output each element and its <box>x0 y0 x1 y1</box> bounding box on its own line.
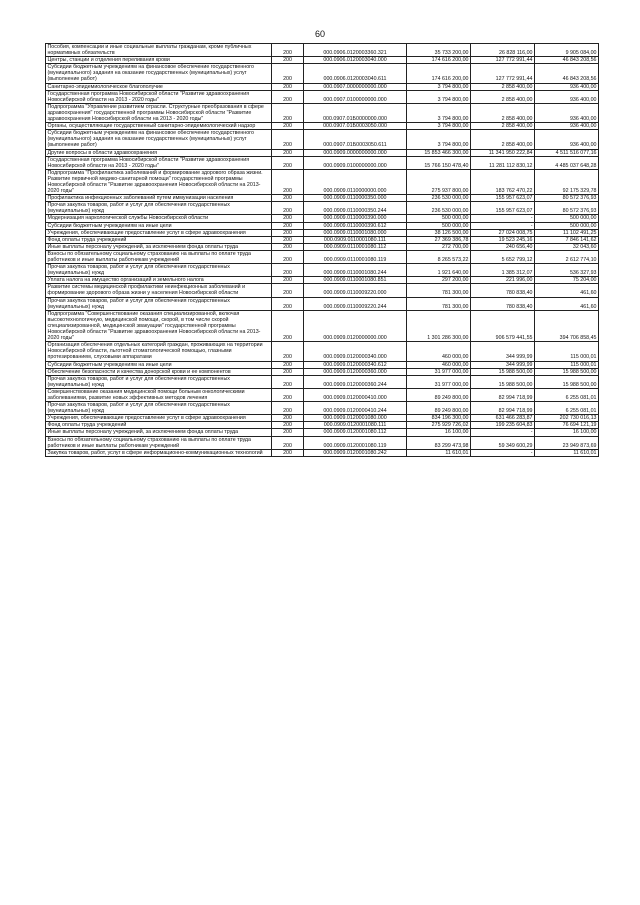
row-executed-amount-cell: - <box>471 429 535 436</box>
table-row <box>46 149 599 156</box>
row-unexecuted-amount-cell: 15 988 500,00 <box>535 368 599 375</box>
row-executed-amount-cell: 11 281 112 830,12 <box>471 156 535 169</box>
row-unexecuted-amount-cell: 115 000,01 <box>535 361 599 368</box>
row-name-cell: Подпрограмма "Управление развитием отрасли. Структурные преобразования в сфере здравоохранения" государственной программы Новосибирской области "Развитие здравоохранения Новосибирской области на 2013 - 2020 годы" <box>46 103 272 122</box>
table-row <box>46 202 599 215</box>
row-unexecuted-amount-cell: 76 694 121,19 <box>535 422 599 429</box>
row-executed-amount-cell: 82 994 718,99 <box>471 388 535 401</box>
row-classification-code-cell: 000.0907.0100000000.000 <box>304 90 407 103</box>
row-executed-amount-cell: 631 466 283,87 <box>471 415 535 422</box>
row-classification-code-cell: 000.0909.0120000410.000 <box>304 388 407 401</box>
row-classification-code-cell: 000.0907.01Б0003050.000 <box>304 123 407 130</box>
row-classification-code-cell: 000.0909.0100000000.000 <box>304 156 407 169</box>
row-classification-code-cell: 000.0909.0120001080.119 <box>304 436 407 449</box>
row-name-cell: Субсидии бюджетным учреждениям на иные цели <box>46 361 272 368</box>
row-executed-amount-cell: 906 579 441,55 <box>471 310 535 341</box>
row-approved-amount-cell: 15 853 466 300,00 <box>407 149 471 156</box>
row-code-cell: 200 <box>272 156 304 169</box>
row-code-cell: 200 <box>272 310 304 341</box>
row-unexecuted-amount-cell: 6 255 081,01 <box>535 388 599 401</box>
table-row <box>46 342 599 361</box>
table-row <box>46 90 599 103</box>
table-row <box>46 436 599 449</box>
row-code-cell: 200 <box>272 342 304 361</box>
row-classification-code-cell: 000.0909.0120001080.112 <box>304 429 407 436</box>
row-classification-code-cell: 000.0907.01Б0003050.611 <box>304 130 407 149</box>
row-unexecuted-amount-cell: 6 255 081,01 <box>535 402 599 415</box>
row-executed-amount-cell: 59 349 600,29 <box>471 436 535 449</box>
row-approved-amount-cell: 500 000,00 <box>407 222 471 229</box>
row-classification-code-cell: 000.0909.0110000000.000 <box>304 169 407 194</box>
row-executed-amount-cell: 1 385 312,07 <box>471 264 535 277</box>
page-number: 60 <box>314 29 325 39</box>
row-executed-amount-cell: 2 858 400,00 <box>471 90 535 103</box>
row-executed-amount-cell: 155 957 623,07 <box>471 195 535 202</box>
row-approved-amount-cell: 89 249 800,00 <box>407 402 471 415</box>
row-name-cell: Прочая закупка товаров, работ и услуг для обеспечения государственных (муниципальных) нужд <box>46 375 272 388</box>
row-classification-code-cell: 000.0909.0110001080.000 <box>304 229 407 236</box>
row-classification-code-cell: 000.0907.0000000000.000 <box>304 83 407 90</box>
row-name-cell: Субсидии бюджетным учреждениям на финансовое обеспечение государственного (муниципального) задания на оказание государственных (муниципальных) услуг (выполнение работ) <box>46 64 272 83</box>
row-unexecuted-amount-cell: 461,60 <box>535 297 599 310</box>
row-name-cell: Санитарно-эпидемиологическое благополучие <box>46 83 272 90</box>
row-unexecuted-amount-cell: 936 400,00 <box>535 83 599 90</box>
row-unexecuted-amount-cell: 4 511 516 077,16 <box>535 149 599 156</box>
row-classification-code-cell: 000.0909.0120000360.000 <box>304 368 407 375</box>
table-row <box>46 44 599 57</box>
row-approved-amount-cell: 275 929 726,02 <box>407 422 471 429</box>
row-classification-code-cell: 000.0909.0110000350.244 <box>304 202 407 215</box>
row-unexecuted-amount-cell: 936 400,00 <box>535 103 599 122</box>
row-approved-amount-cell: 1 301 286 300,00 <box>407 310 471 341</box>
row-code-cell: 200 <box>272 402 304 415</box>
row-name-cell: Прочая закупка товаров, работ и услуг для обеспечения государственных (муниципальных) нужд <box>46 297 272 310</box>
row-unexecuted-amount-cell: 15 988 500,00 <box>535 375 599 388</box>
table-row <box>46 375 599 388</box>
row-approved-amount-cell: 15 766 150 478,40 <box>407 156 471 169</box>
table-row <box>46 388 599 401</box>
row-name-cell: Прочая закупка товаров, работ и услуг для обеспечения государственных (муниципальных) нужд <box>46 202 272 215</box>
row-code-cell: 200 <box>272 57 304 64</box>
row-name-cell: Центры, станции и отделения переливания крови <box>46 57 272 64</box>
row-name-cell: Закупка товаров, работ, услуг в сфере информационно-коммуникационных технологий <box>46 449 272 456</box>
row-unexecuted-amount-cell: 394 706 858,45 <box>535 310 599 341</box>
row-executed-amount-cell: 780 838,40 <box>471 284 535 297</box>
row-unexecuted-amount-cell: 92 175 329,78 <box>535 169 599 194</box>
table-row <box>46 264 599 277</box>
row-unexecuted-amount-cell: 11 102 491,25 <box>535 229 599 236</box>
row-name-cell: Учреждения, обеспечивающие предоставление услуг в сфере здравоохранения <box>46 415 272 422</box>
row-executed-amount-cell: - <box>471 222 535 229</box>
table-row <box>46 229 599 236</box>
row-executed-amount-cell: 2 858 400,00 <box>471 130 535 149</box>
row-executed-amount-cell: 11 341 950 222,84 <box>471 149 535 156</box>
table-row <box>46 83 599 90</box>
row-executed-amount-cell: 2 858 400,00 <box>471 123 535 130</box>
row-approved-amount-cell: 3 794 800,00 <box>407 123 471 130</box>
row-approved-amount-cell: 460 000,00 <box>407 361 471 368</box>
table-row <box>46 57 599 64</box>
row-unexecuted-amount-cell: 32 043,60 <box>535 243 599 250</box>
row-approved-amount-cell: 27 369 386,78 <box>407 236 471 243</box>
table-row <box>46 195 599 202</box>
row-classification-code-cell: 000.0909.0120000410.244 <box>304 402 407 415</box>
row-approved-amount-cell: 31 977 000,00 <box>407 368 471 375</box>
row-executed-amount-cell: 2 858 400,00 <box>471 103 535 122</box>
row-executed-amount-cell: 5 652 799,12 <box>471 250 535 263</box>
row-approved-amount-cell: 500 000,00 <box>407 215 471 222</box>
row-name-cell: Подпрограмма "Совершенствование оказания специализированной, включая высокотехнологичную, медицинской помощи, скорой, в том числе скорой специализированной, медицинской эвакуации" государственной программы Новосибирской области "Развитие здравоохранения Новосибирской области на 2013-2020 годы" <box>46 310 272 341</box>
row-code-cell: 200 <box>272 422 304 429</box>
row-code-cell: 200 <box>272 243 304 250</box>
row-approved-amount-cell: 3 794 800,00 <box>407 83 471 90</box>
table-row <box>46 103 599 122</box>
row-code-cell: 200 <box>272 429 304 436</box>
row-classification-code-cell: 000.0909.0110001080.112 <box>304 243 407 250</box>
row-approved-amount-cell: 38 126 500,00 <box>407 229 471 236</box>
table-row <box>46 402 599 415</box>
row-approved-amount-cell: 1 921 640,00 <box>407 264 471 277</box>
row-unexecuted-amount-cell: 9 905 084,00 <box>535 44 599 57</box>
row-name-cell: Прочая закупка товаров, работ и услуг для обеспечения государственных (муниципальных) нужд <box>46 402 272 415</box>
row-approved-amount-cell: 834 196 300,00 <box>407 415 471 422</box>
row-unexecuted-amount-cell: 11 610,01 <box>535 449 599 456</box>
row-code-cell: 200 <box>272 195 304 202</box>
row-classification-code-cell: 000.0909.0120001080.242 <box>304 449 407 456</box>
table-row <box>46 250 599 263</box>
row-executed-amount-cell: 2 858 400,00 <box>471 83 535 90</box>
row-unexecuted-amount-cell: 46 843 208,56 <box>535 64 599 83</box>
row-unexecuted-amount-cell: 80 572 376,93 <box>535 202 599 215</box>
row-executed-amount-cell: 155 957 623,07 <box>471 202 535 215</box>
row-classification-code-cell: 000.0909.0110001080.111 <box>304 236 407 243</box>
row-name-cell: Фонд оплаты труда учреждений <box>46 236 272 243</box>
row-classification-code-cell: 000.0909.0120000360.244 <box>304 375 407 388</box>
row-approved-amount-cell: 16 100,00 <box>407 429 471 436</box>
row-name-cell: Учреждения, обеспечивающие предоставление услуг в сфере здравоохранения <box>46 229 272 236</box>
row-name-cell: Фонд оплаты труда учреждений <box>46 422 272 429</box>
row-code-cell: 200 <box>272 202 304 215</box>
row-code-cell: 200 <box>272 264 304 277</box>
row-unexecuted-amount-cell: 75 204,00 <box>535 277 599 284</box>
row-code-cell: 200 <box>272 297 304 310</box>
row-name-cell: Иные выплаты персоналу учреждений, за исключением фонда оплаты труда <box>46 243 272 250</box>
row-classification-code-cell: 000.0909.0120001080.111 <box>304 422 407 429</box>
row-classification-code-cell: 000.0909.0120000340.000 <box>304 342 407 361</box>
row-approved-amount-cell: 272 700,00 <box>407 243 471 250</box>
row-classification-code-cell: 000.0909.0120000340.612 <box>304 361 407 368</box>
row-classification-code-cell: 000.0906.0120003040.000 <box>304 57 407 64</box>
row-code-cell: 200 <box>272 449 304 456</box>
row-executed-amount-cell: 15 988 500,00 <box>471 375 535 388</box>
row-name-cell: Другие вопросы в области здравоохранения <box>46 149 272 156</box>
row-code-cell: 200 <box>272 284 304 297</box>
row-classification-code-cell: 000.0909.0110001080.119 <box>304 250 407 263</box>
row-classification-code-cell: 000.0909.0110000350.000 <box>304 195 407 202</box>
table-row <box>46 222 599 229</box>
row-name-cell: Модернизация наркологической службы Новосибирской области <box>46 215 272 222</box>
table-row <box>46 243 599 250</box>
row-classification-code-cell: 000.0909.0110000390.612 <box>304 222 407 229</box>
table-row <box>46 169 599 194</box>
row-classification-code-cell: 000.0909.0120000000.000 <box>304 310 407 341</box>
row-executed-amount-cell: - <box>471 215 535 222</box>
table-row <box>46 449 599 456</box>
row-name-cell: Субсидии бюджетным учреждениям на финансовое обеспечение государственного (муниципального) задания на оказание государственных (муниципальных) услуг (выполнение работ) <box>46 130 272 149</box>
row-unexecuted-amount-cell: 46 843 208,56 <box>535 57 599 64</box>
row-name-cell: Совершенствование оказания медицинской помощи больным онкологическими заболеваниями, развитие новых эффективных методов лечения <box>46 388 272 401</box>
row-executed-amount-cell: 240 656,40 <box>471 243 535 250</box>
row-unexecuted-amount-cell: 500 000,00 <box>535 222 599 229</box>
row-unexecuted-amount-cell: 936 400,00 <box>535 123 599 130</box>
row-executed-amount-cell: 15 988 500,00 <box>471 368 535 375</box>
row-executed-amount-cell: - <box>471 449 535 456</box>
row-code-cell: 200 <box>272 368 304 375</box>
row-executed-amount-cell: 780 838,40 <box>471 297 535 310</box>
row-name-cell: Взносы по обязательному социальному страхованию на выплаты по оплате труда работников и иные выплаты работникам учреждений <box>46 250 272 263</box>
row-name-cell: Обеспечение безопасности и качества донорской крови и ее компонентов <box>46 368 272 375</box>
row-approved-amount-cell: 174 616 200,00 <box>407 64 471 83</box>
row-classification-code-cell: 000.0909.0110009220.000 <box>304 284 407 297</box>
row-approved-amount-cell: 297 200,00 <box>407 277 471 284</box>
row-code-cell: 200 <box>272 277 304 284</box>
row-approved-amount-cell: 460 000,00 <box>407 342 471 361</box>
row-approved-amount-cell: 174 616 200,00 <box>407 57 471 64</box>
table-row <box>46 297 599 310</box>
row-name-cell: Прочая закупка товаров, работ и услуг для обеспечения государственных (муниципальных) нужд <box>46 264 272 277</box>
row-unexecuted-amount-cell: 4 485 037 648,28 <box>535 156 599 169</box>
row-name-cell: Организация обеспечения отдельных категорий граждан, проживающих на территории Новосибирской области, льготной стоматологической помощью, глазными протезированием, слуховыми аппаратами <box>46 342 272 361</box>
row-code-cell: 200 <box>272 44 304 57</box>
row-code-cell: 200 <box>272 169 304 194</box>
row-classification-code-cell: 000.0907.01Б0000000.000 <box>304 103 407 122</box>
table-row <box>46 236 599 243</box>
row-approved-amount-cell: 31 977 000,00 <box>407 375 471 388</box>
row-unexecuted-amount-cell: 16 100,00 <box>535 429 599 436</box>
row-executed-amount-cell: 199 235 604,83 <box>471 422 535 429</box>
row-name-cell: Государственная программа Новосибирской области "Развитие здравоохранения Новосибирской области на 2013 - 2020 годы" <box>46 90 272 103</box>
row-code-cell: 200 <box>272 215 304 222</box>
row-approved-amount-cell: 275 937 800,00 <box>407 169 471 194</box>
row-approved-amount-cell: 3 794 800,00 <box>407 90 471 103</box>
row-classification-code-cell: 000.0909.0120001080.000 <box>304 415 407 422</box>
row-code-cell: 200 <box>272 149 304 156</box>
row-executed-amount-cell: 127 772 991,44 <box>471 64 535 83</box>
row-executed-amount-cell: 82 994 718,99 <box>471 402 535 415</box>
budget-execution-table <box>45 43 599 457</box>
row-unexecuted-amount-cell: 80 572 376,93 <box>535 195 599 202</box>
table-row <box>46 123 599 130</box>
row-executed-amount-cell: 344 999,99 <box>471 361 535 368</box>
row-code-cell: 200 <box>272 123 304 130</box>
row-classification-code-cell: 000.0909.0000000000.000 <box>304 149 407 156</box>
table-row <box>46 215 599 222</box>
row-classification-code-cell: 000.0909.0110000390.000 <box>304 215 407 222</box>
row-code-cell: 200 <box>272 388 304 401</box>
table-row <box>46 368 599 375</box>
row-classification-code-cell: 000.0909.0110001080.851 <box>304 277 407 284</box>
table-row <box>46 130 599 149</box>
row-unexecuted-amount-cell: 7 846 141,62 <box>535 236 599 243</box>
row-classification-code-cell: 000.0909.0110009220.244 <box>304 297 407 310</box>
row-executed-amount-cell: 183 762 470,22 <box>471 169 535 194</box>
row-classification-code-cell: 000.0906.0120003360.321 <box>304 44 407 57</box>
table-row <box>46 277 599 284</box>
row-code-cell: 200 <box>272 64 304 83</box>
row-approved-amount-cell: 35 733 200,00 <box>407 44 471 57</box>
row-executed-amount-cell: 26 828 116,00 <box>471 44 535 57</box>
row-name-cell: Уплата налога на имущество организаций и земельного налога <box>46 277 272 284</box>
row-unexecuted-amount-cell: 202 730 016,13 <box>535 415 599 422</box>
row-unexecuted-amount-cell: 936 400,00 <box>535 90 599 103</box>
row-code-cell: 200 <box>272 90 304 103</box>
row-approved-amount-cell: 781 300,00 <box>407 297 471 310</box>
row-approved-amount-cell: 3 794 800,00 <box>407 130 471 149</box>
row-approved-amount-cell: 781 300,00 <box>407 284 471 297</box>
row-classification-code-cell: 000.0909.0110001080.244 <box>304 264 407 277</box>
row-code-cell: 200 <box>272 250 304 263</box>
table-row <box>46 284 599 297</box>
row-unexecuted-amount-cell: 23 949 873,69 <box>535 436 599 449</box>
row-unexecuted-amount-cell: 500 000,00 <box>535 215 599 222</box>
row-approved-amount-cell: 89 249 800,00 <box>407 388 471 401</box>
row-name-cell: Пособия, компенсации и иные социальные выплаты гражданам, кроме публичных нормативных обязательств <box>46 44 272 57</box>
row-name-cell: Иные выплаты персоналу учреждений, за исключением фонда оплаты труда <box>46 429 272 436</box>
row-code-cell: 200 <box>272 222 304 229</box>
row-name-cell: Профилактика инфекционных заболеваний путем иммунизации населения <box>46 195 272 202</box>
table-row <box>46 415 599 422</box>
row-executed-amount-cell: 19 523 245,16 <box>471 236 535 243</box>
row-name-cell: Субсидии бюджетным учреждениям на иные цели <box>46 222 272 229</box>
row-approved-amount-cell: 3 794 800,00 <box>407 103 471 122</box>
row-approved-amount-cell: 11 610,01 <box>407 449 471 456</box>
row-unexecuted-amount-cell: 936 400,00 <box>535 130 599 149</box>
row-approved-amount-cell: 236 530 000,00 <box>407 202 471 215</box>
table-row <box>46 310 599 341</box>
row-unexecuted-amount-cell: 2 612 774,10 <box>535 250 599 263</box>
row-approved-amount-cell: 8 265 573,22 <box>407 250 471 263</box>
row-unexecuted-amount-cell: 461,60 <box>535 284 599 297</box>
table-row <box>46 361 599 368</box>
row-name-cell: Развитие системы медицинской профилактики неинфекционных заболеваний и формирование здорового образа жизни у населения Новосибирской области <box>46 284 272 297</box>
row-code-cell: 200 <box>272 436 304 449</box>
row-name-cell: Подпрограмма "Профилактика заболеваний и формирование здорового образа жизни. Развитие первичной медико-санитарной помощи" государственной программы Новосибирской области "Развитие здравоохранения Новосибирской области на 2013-2020 годы" <box>46 169 272 194</box>
table-row <box>46 64 599 83</box>
row-code-cell: 200 <box>272 236 304 243</box>
row-unexecuted-amount-cell: 536 327,93 <box>535 264 599 277</box>
row-code-cell: 200 <box>272 415 304 422</box>
row-code-cell: 200 <box>272 375 304 388</box>
table-row <box>46 429 599 436</box>
row-approved-amount-cell: 83 299 473,98 <box>407 436 471 449</box>
row-classification-code-cell: 000.0906.0120003040.611 <box>304 64 407 83</box>
row-code-cell: 200 <box>272 130 304 149</box>
table-row <box>46 422 599 429</box>
row-name-cell: Государственная программа Новосибирской области "Развитие здравоохранения Новосибирской области на 2013 - 2020 годы" <box>46 156 272 169</box>
row-name-cell: Взносы по обязательному социальному страхованию на выплаты по оплате труда работников и иные выплаты работникам учреждений <box>46 436 272 449</box>
row-unexecuted-amount-cell: 115 000,01 <box>535 342 599 361</box>
row-code-cell: 200 <box>272 229 304 236</box>
row-code-cell: 200 <box>272 103 304 122</box>
row-executed-amount-cell: 127 772 991,44 <box>471 57 535 64</box>
row-executed-amount-cell: 221 996,00 <box>471 277 535 284</box>
row-approved-amount-cell: 236 530 000,00 <box>407 195 471 202</box>
row-executed-amount-cell: 27 024 008,75 <box>471 229 535 236</box>
row-name-cell: Органы, осуществляющие государственный санитарно-эпидемиологический надзор <box>46 123 272 130</box>
row-executed-amount-cell: 344 999,99 <box>471 342 535 361</box>
row-code-cell: 200 <box>272 83 304 90</box>
row-code-cell: 200 <box>272 361 304 368</box>
table-row <box>46 156 599 169</box>
table-body <box>46 44 599 457</box>
